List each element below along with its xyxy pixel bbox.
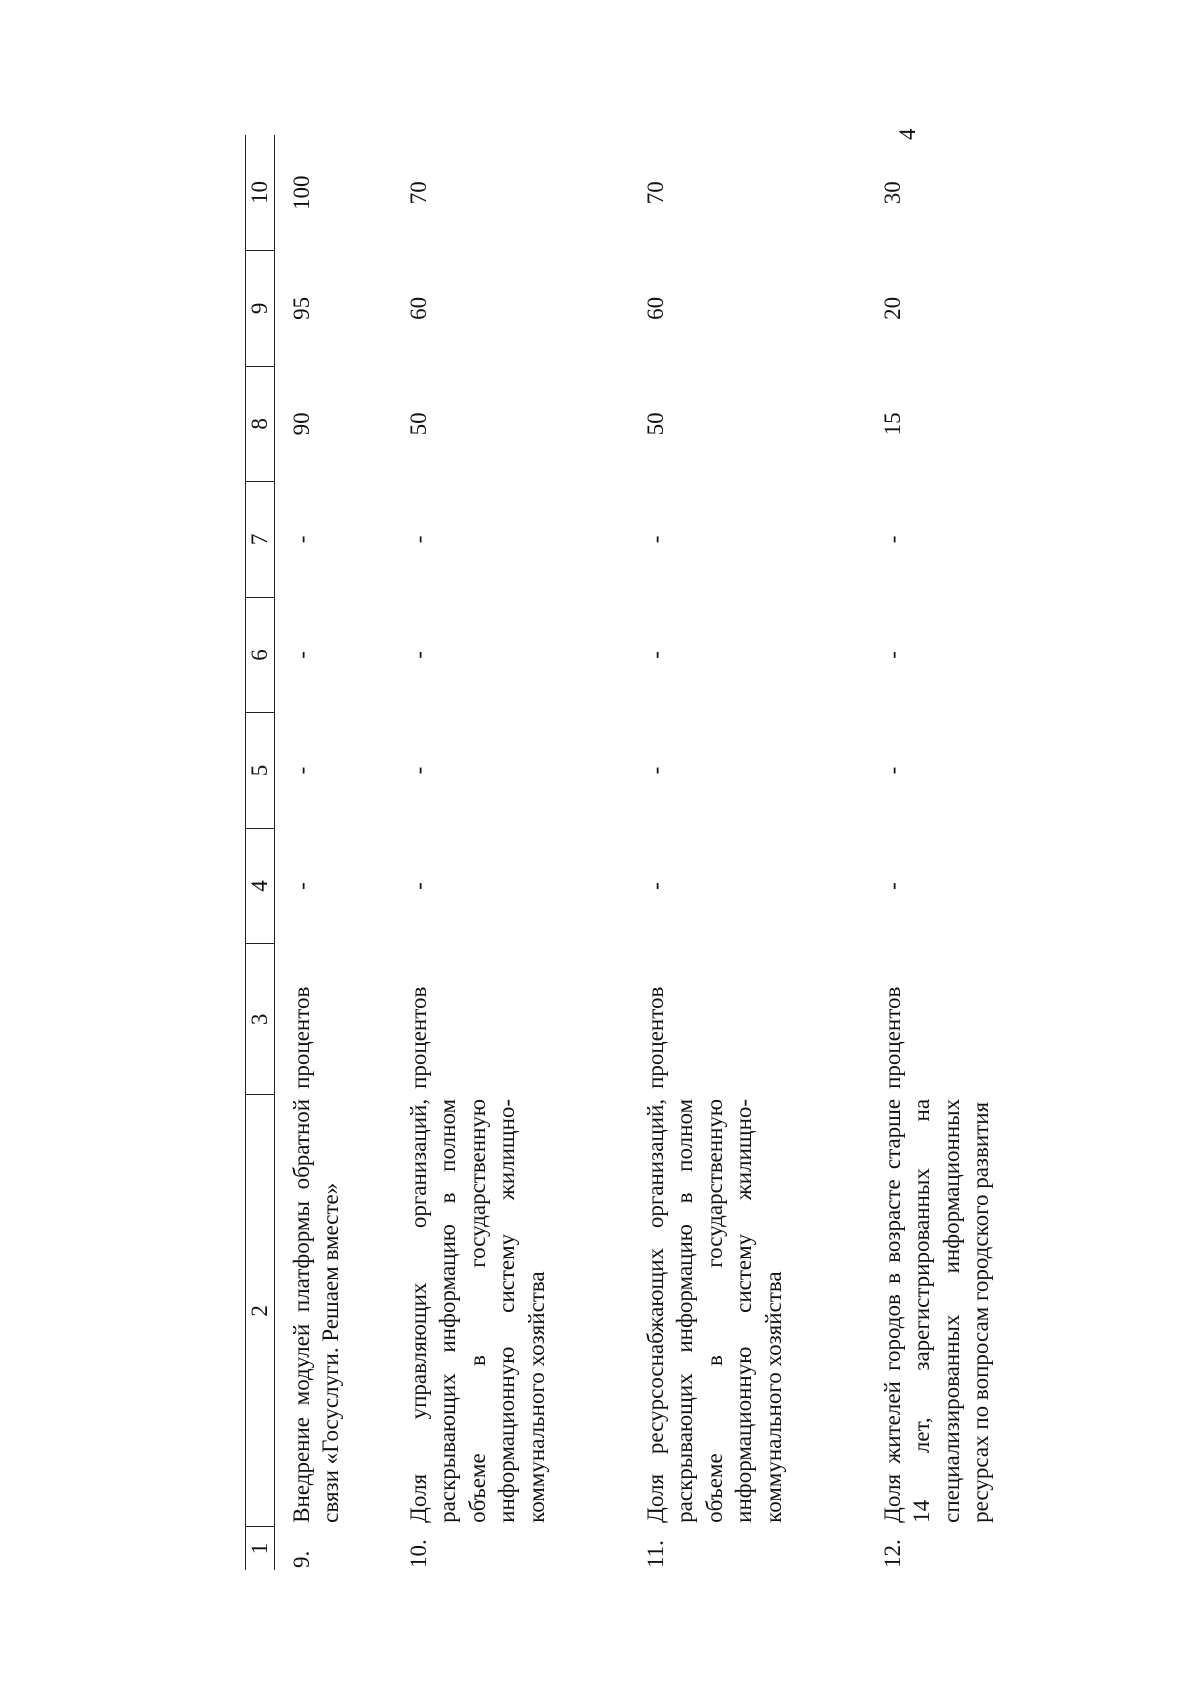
header-col-1: 1 (246, 1527, 275, 1570)
table-row (392, 135, 629, 1570)
table-row (629, 135, 866, 1570)
table-row (866, 135, 1013, 1570)
unit-cell: процентов (643, 986, 668, 1089)
value-col-8: 50 (406, 412, 431, 436)
header-col-4: 4 (246, 828, 275, 944)
header-col-7: 7 (246, 482, 275, 598)
value-col-6: - (406, 651, 431, 659)
value-col-5: - (289, 766, 314, 775)
value-col-6: - (880, 651, 905, 659)
value-col-10: 100 (289, 175, 314, 211)
row-number: 10. (406, 1539, 431, 1568)
table-row (275, 135, 393, 1570)
value-col-10: 70 (643, 181, 668, 205)
value-col-5: - (406, 766, 431, 775)
value-col-8: 50 (643, 412, 668, 436)
indicators-table (245, 135, 1013, 1570)
value-col-7: - (643, 535, 668, 544)
value-col-7: - (289, 535, 314, 544)
row-number: 12. (880, 1539, 905, 1568)
value-col-5: - (880, 766, 905, 775)
value-col-4: - (880, 882, 905, 890)
value-col-5: - (643, 766, 668, 775)
value-col-4: - (643, 882, 668, 890)
rotated-table-container (245, 70, 1045, 1570)
value-col-9: 60 (643, 296, 668, 320)
header-col-6: 6 (246, 597, 275, 713)
header-col-5: 5 (246, 713, 275, 829)
header-col-8: 8 (246, 366, 275, 482)
value-col-8: 15 (880, 412, 905, 436)
value-col-7: - (880, 535, 905, 544)
indicator-description: Доля жителей городов в возрасте старше 14 лет, зарегистрированных на специализированных информационных ресурсах по вопросам городского развития (880, 1098, 994, 1523)
value-col-6: - (643, 651, 668, 659)
header-col-9: 9 (246, 251, 275, 367)
indicator-description: Внедрение модулей платформы обратной связи «Госуслуги. Решаем вместе» (289, 1098, 344, 1523)
value-col-10: 70 (406, 181, 431, 205)
row-number: 11. (643, 1540, 668, 1568)
header-col-2: 2 (246, 1095, 275, 1527)
value-col-4: - (406, 882, 431, 890)
page-number: 4 (895, 128, 920, 140)
value-col-6: - (289, 651, 314, 659)
header-col-3: 3 (246, 944, 275, 1095)
indicator-description: Доля управляющих организаций, раскрывающих информацию в полном объеме в государственную информационную систему жилищно-коммунального хозяйства (406, 1098, 549, 1523)
value-col-9: 60 (406, 296, 431, 320)
unit-cell: процентов (289, 986, 314, 1089)
value-col-4: - (289, 882, 314, 890)
value-col-9: 20 (880, 296, 905, 320)
table-header-row (246, 135, 275, 1570)
value-col-7: - (406, 535, 431, 544)
unit-cell: процентов (880, 986, 905, 1089)
value-col-8: 90 (289, 412, 314, 436)
value-col-9: 95 (289, 296, 314, 320)
indicator-description: Доля ресурсоснабжающих организаций, раскрывающих информацию в полном объеме в государственную информационную систему жилищно-коммунального хозяйства (643, 1098, 786, 1523)
header-col-10: 10 (246, 135, 275, 251)
value-col-10: 30 (880, 181, 905, 205)
row-number: 9. (289, 1550, 314, 1568)
unit-cell: процентов (406, 986, 431, 1089)
